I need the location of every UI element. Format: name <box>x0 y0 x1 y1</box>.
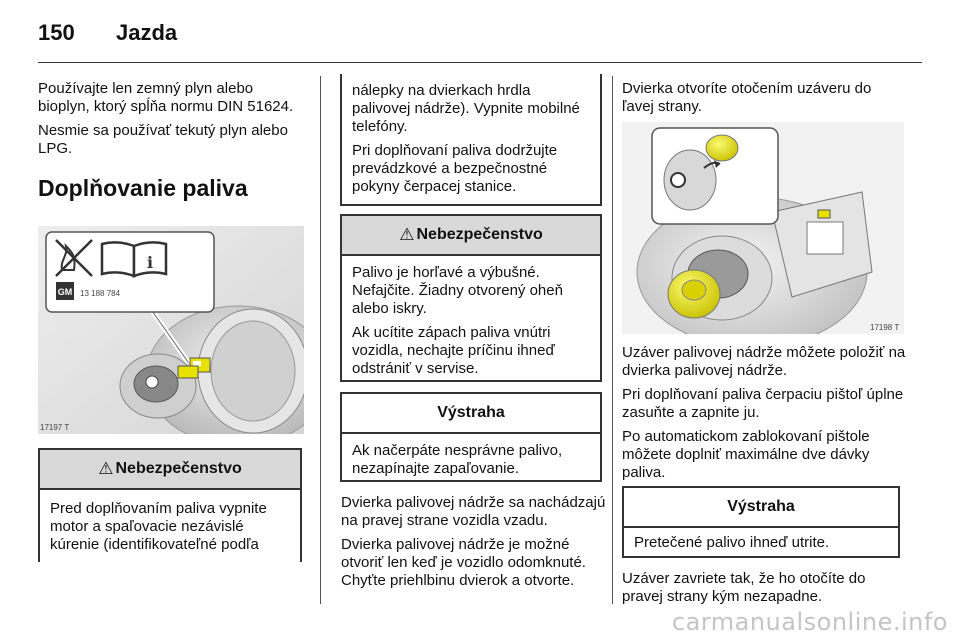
danger-box-1 <box>38 448 302 562</box>
danger-header <box>342 216 600 256</box>
figure-fuel-cap <box>622 122 904 334</box>
danger-header <box>40 450 300 490</box>
warning-header <box>342 394 600 434</box>
warning-box-1 <box>340 392 602 482</box>
figure-code: 17197 T <box>40 423 70 432</box>
warning-box-2 <box>622 486 900 558</box>
label-code: 13 188 784 <box>80 289 121 298</box>
danger-text: Pred doplňovaním paliva vypnite motor a spaľovacie nezávislé kúrenie (identifikovateľné podľa <box>50 500 267 553</box>
fuel-cap-illustration <box>622 122 904 334</box>
watermark: carmanualsonline.info <box>671 608 948 636</box>
paragraph: Dvierka palivovej nádrže je možné otvoriť len keď je vozidlo odomknuté. Chyťte priehlbinu dvierok a otvorte. <box>341 536 586 589</box>
warning-triangle-icon: ⚠ <box>399 225 415 244</box>
danger-text: Pri doplňovaní paliva dodržujte prevádzkové a bezpečnostné pokyny čerpacej stanice. <box>352 142 558 195</box>
danger-box-2 <box>340 214 602 382</box>
section-heading: Doplňovanie paliva <box>38 175 248 201</box>
danger-text: nálepky na dvierkach hrdla palivovej nádrže). Vypnite mobilné telefóny. <box>352 82 580 135</box>
svg-text:i: i <box>146 253 154 272</box>
danger-title: Nebezpečenstvo <box>416 226 543 243</box>
page-header <box>38 20 177 46</box>
figure-code: 17198 T <box>870 323 900 332</box>
paragraph: Uzáver zavriete tak, že ho otočíte do pravej strany kým nezapadne. <box>622 570 866 605</box>
paragraph: Uzáver palivovej nádrže môžete položiť na dvierka palivovej nádrže. <box>622 344 906 379</box>
fuel-flap-illustration <box>38 226 304 434</box>
column-3-intro <box>622 80 906 122</box>
paragraph: Používajte len zemný plyn alebo bioplyn, ktorý spĺňa normu DIN 51624. <box>38 80 294 115</box>
header-rule <box>38 62 922 63</box>
paragraph: Pri doplňovaní paliva čerpaciu pištoľ úplne zasuňte a zapnite ju. <box>622 386 904 421</box>
paragraph: Po automatickom zablokovaní pištole môžete doplniť maximálne dve dávky paliva. <box>622 428 870 481</box>
column-2-text <box>341 494 607 596</box>
paragraph: Dvierka palivovej nádrže sa nachádzajú na pravej strane vozidla vzadu. <box>341 494 606 529</box>
column-divider-2 <box>612 76 613 604</box>
column-1 <box>38 80 306 212</box>
warning-text: Pretečené palivo ihneď utrite. <box>634 534 830 551</box>
column-divider-1 <box>320 76 321 604</box>
no-fire-icon <box>56 240 92 276</box>
warning-title: Výstraha <box>727 498 795 515</box>
danger-title: Nebezpečenstvo <box>115 460 242 477</box>
warning-header <box>624 488 898 528</box>
paragraph: Dvierka otvoríte otočením uzáveru do ľavej strany. <box>622 80 872 115</box>
page-number: 150 <box>38 20 75 45</box>
column-3-text <box>622 344 906 488</box>
column-3-closing <box>622 570 906 612</box>
paragraph: Nesmie sa používať tekutý plyn alebo LPG. <box>38 122 288 157</box>
danger-continuation-box <box>340 74 602 206</box>
figure-fuel-flap-label <box>38 226 304 434</box>
page-title: Jazda <box>116 20 178 45</box>
warning-text: Ak načerpáte nesprávne palivo, nezapínajte zapaľovanie. <box>352 442 563 477</box>
danger-text: Ak ucítite zápach paliva vnútri vozidla, nechajte príčinu ihneď odstrániť v servise. <box>352 324 555 377</box>
warning-title: Výstraha <box>437 404 505 421</box>
warning-triangle-icon: ⚠ <box>98 459 114 478</box>
danger-text: Palivo je horľavé a výbušné. Nefajčite. Žiadny otvorený oheň alebo iskry. <box>352 264 563 317</box>
gm-logo-text: GM <box>57 287 73 297</box>
manual-book-icon <box>102 242 166 276</box>
